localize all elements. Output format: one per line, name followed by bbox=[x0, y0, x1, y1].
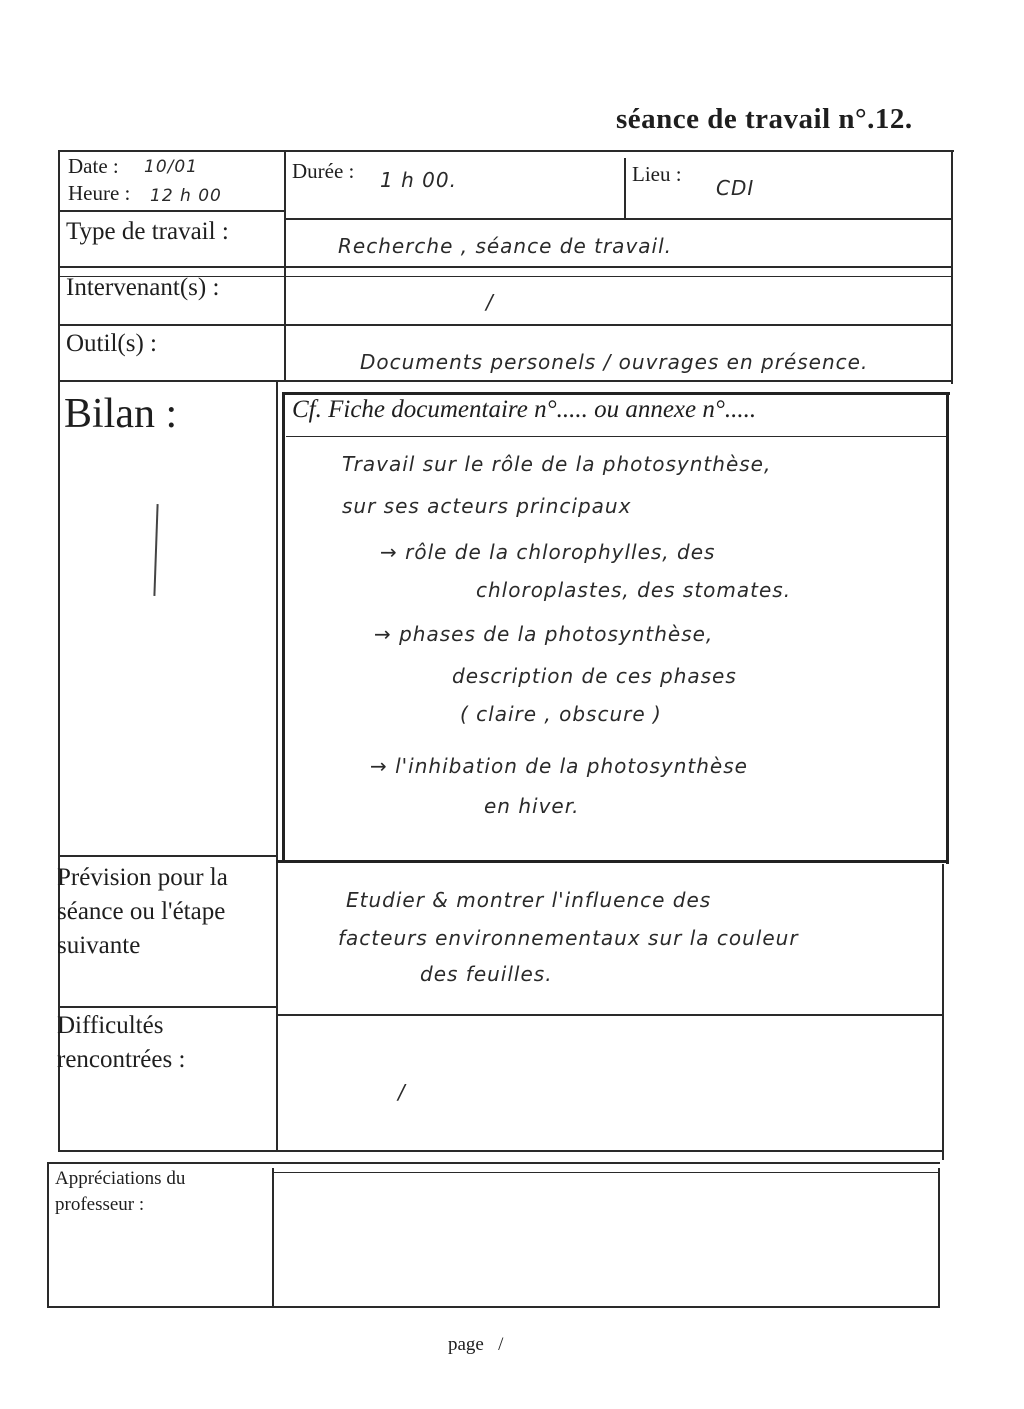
appreciation-right bbox=[938, 1168, 940, 1308]
prevision-label-3: suivante bbox=[57, 932, 141, 959]
appreciations-label-1: Appréciations du bbox=[55, 1168, 186, 1189]
row-divider bbox=[58, 1006, 276, 1008]
prevision-label-1: Prévision pour la bbox=[57, 864, 228, 891]
bilan-line: chloroplastes, des stomates. bbox=[476, 578, 792, 602]
table-left-border bbox=[58, 150, 60, 1152]
prevision-line: des feuilles. bbox=[420, 962, 553, 986]
row-divider bbox=[58, 210, 286, 212]
appreciation-col bbox=[272, 1168, 274, 1308]
row-divider bbox=[58, 380, 952, 382]
row-divider bbox=[58, 855, 278, 857]
prevision-line: Etudier & montrer l'influence des bbox=[346, 888, 712, 912]
bilan-box-top bbox=[282, 392, 950, 395]
type-travail-value: Recherche , séance de travail. bbox=[338, 234, 673, 258]
row-divider bbox=[276, 1014, 942, 1016]
duree-value: 1 h 00. bbox=[380, 168, 457, 192]
col-divider bbox=[284, 150, 286, 382]
outils-label: Outil(s) : bbox=[66, 330, 157, 357]
bilan-line: en hiver. bbox=[484, 794, 580, 818]
date-label: Date : bbox=[68, 154, 119, 178]
row-divider bbox=[286, 218, 952, 220]
bilan-line: sur ses acteurs principaux bbox=[342, 494, 632, 518]
page-number: page / bbox=[448, 1334, 504, 1355]
intervenants-label: Intervenant(s) : bbox=[66, 274, 220, 301]
heure-value: 12 h 00 bbox=[150, 186, 222, 206]
intervenants-value: / bbox=[486, 290, 494, 314]
duree-label: Durée : bbox=[292, 159, 355, 183]
outils-value: Documents personels / ouvrages en présence. bbox=[360, 350, 869, 374]
bilan-line: Travail sur le rôle de la photosynthèse, bbox=[342, 452, 772, 476]
heure-label: Heure : bbox=[68, 181, 131, 205]
handwritten-stroke bbox=[153, 504, 158, 596]
appreciation-top bbox=[48, 1162, 940, 1164]
row-divider bbox=[58, 266, 952, 268]
bilan-line: ( claire , obscure ) bbox=[460, 702, 662, 726]
row-divider bbox=[58, 324, 952, 326]
date-value: 10/01 bbox=[144, 157, 198, 177]
page-title: séance de travail n°.12. bbox=[616, 103, 913, 135]
difficultes-value: / bbox=[398, 1080, 406, 1104]
col-divider bbox=[624, 158, 626, 220]
appreciation-left bbox=[47, 1162, 49, 1308]
bilan-box-bottom bbox=[276, 860, 948, 863]
appreciations-label-2: professeur : bbox=[55, 1194, 145, 1215]
bilan-ref-divider bbox=[286, 436, 946, 437]
prevision-label-2: séance ou l'étape bbox=[57, 898, 226, 925]
table-bottom-border bbox=[58, 1150, 942, 1152]
type-travail-label: Type de travail : bbox=[66, 218, 229, 245]
difficultes-label-1: Difficultés bbox=[57, 1012, 164, 1039]
bilan-box-right bbox=[946, 392, 949, 864]
bilan-line: → rôle de la chlorophylles, des bbox=[380, 540, 716, 564]
appreciation-bottom bbox=[48, 1306, 940, 1308]
bilan-line: → l'inhibation de la photosynthèse bbox=[370, 754, 748, 778]
table-right-border-lower bbox=[942, 864, 944, 1160]
bilan-label: Bilan : bbox=[64, 391, 178, 437]
prevision-line: facteurs environnementaux sur la couleur bbox=[338, 926, 799, 950]
lieu-value: CDI bbox=[716, 176, 755, 200]
table-top-border bbox=[58, 150, 954, 152]
col-divider bbox=[276, 380, 278, 1152]
bilan-line: → phases de la photosynthèse, bbox=[374, 622, 714, 646]
difficultes-label-2: rencontrées : bbox=[57, 1046, 186, 1073]
appreciation-inner-top bbox=[272, 1172, 938, 1173]
lieu-label: Lieu : bbox=[632, 162, 682, 186]
bilan-box-left bbox=[282, 392, 285, 862]
bilan-reference: Cf. Fiche documentaire n°..... ou annexe n°..... bbox=[292, 396, 757, 423]
bilan-line: description de ces phases bbox=[452, 664, 737, 688]
